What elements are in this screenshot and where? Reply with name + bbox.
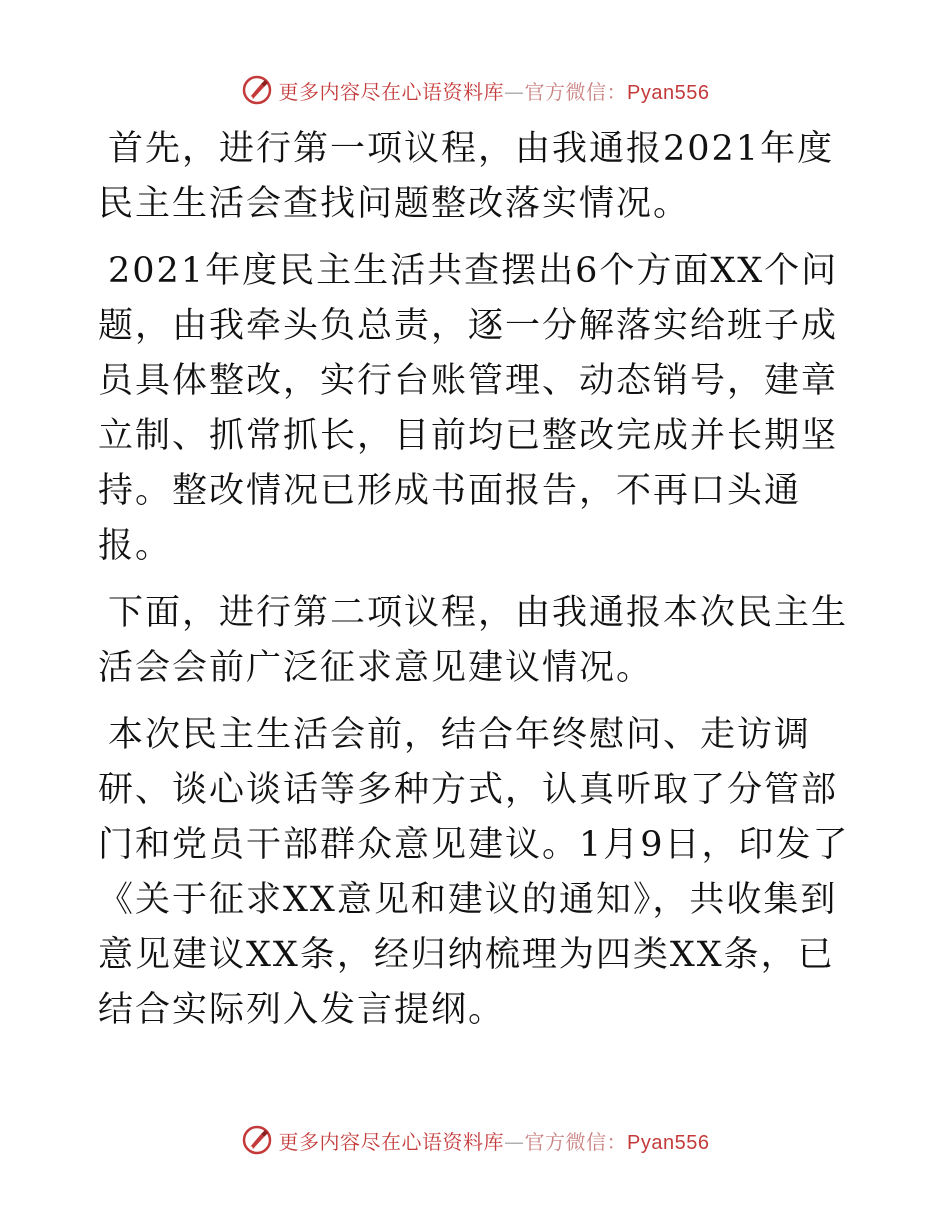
paragraph-rectification-report: 2021年度民主生活共查摆出6个方面XX个问题，由我牵头负总责，逐一分解落实给班子成员具体整改，实行台账管理、动态销号，建章立制、抓常抓长，目前均已整改完成并长期坚持。整改情况已形成书面报告，不再口头通报。 [98,251,839,566]
paragraph-opinion-collection: 本次民主生活会前，结合年终慰问、走访调研、谈心谈话等多种方式，认真听取了分管部门和党员干部群众意见建议。1月9日，印发了《关于征求XX意见和建议的通知》，共收集到意见建议XX条，经归纳梳理为四类XX条，已结合实际列入发言提纲。 [98,715,850,1030]
header-watermark [0,70,950,110]
pen-logo-icon [241,74,273,106]
watermark-text [279,76,710,105]
watermark-text [279,1126,710,1155]
watermark-separator: — [504,79,525,104]
watermark-wechat-label: 官方微信： [524,79,628,104]
watermark-wechat-id: Pyan556 [627,81,710,104]
pen-logo-icon [241,1124,273,1156]
watermark-separator: — [504,1129,525,1154]
document-body [98,122,858,1050]
watermark-prefix: 更多内容尽在心语资料库 [278,79,505,104]
watermark-prefix: 更多内容尽在心语资料库 [278,1129,505,1154]
footer-watermark [0,1120,950,1160]
watermark-wechat-label: 官方微信： [524,1129,628,1154]
paragraph-agenda-one: 首先，进行第一项议程，由我通报2021年度民主生活会查找问题整改落实情况。 [98,129,835,224]
watermark-wechat-id: Pyan556 [627,1131,710,1154]
paragraph-agenda-two: 下面，进行第二项议程，由我通报本次民主生活会会前广泛征求意见建议情况。 [98,593,849,688]
